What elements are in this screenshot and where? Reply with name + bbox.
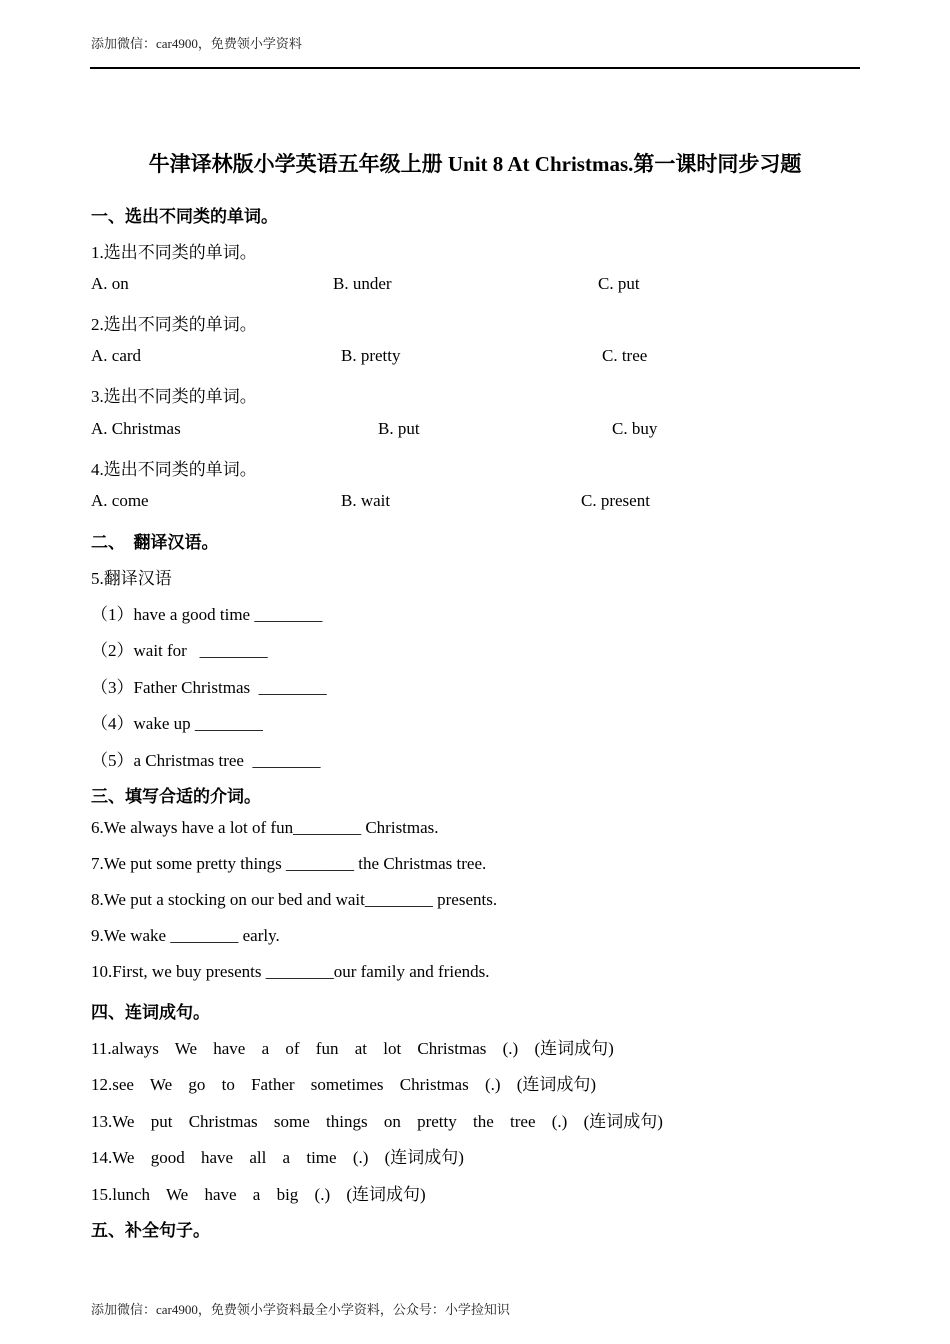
q1-option-c: C. put [598,274,640,293]
header-divider [90,67,860,69]
q3-option-b: B. put [378,419,420,438]
q3-option-a: A. Christmas [91,419,181,438]
q5-item-5: （5）a Christmas tree ________ [91,751,321,770]
section2-heading: 二、 翻译汉语。 [91,533,219,552]
q2-prompt: 2.选出不同类的单词。 [91,315,257,334]
section5-heading: 五、补全句子。 [91,1221,210,1240]
q1-option-a: A. on [91,274,129,293]
q15: 15.lunch We have a big (.) (连词成句) [91,1185,426,1204]
q13: 13.We put Christmas some things on pretty the tree (.) (连词成句) [91,1112,663,1131]
q7: 7.We put some pretty things ________ the Christmas tree. [91,854,487,873]
q5-item-4: （4）wake up ________ [91,714,263,733]
header-note: 添加微信：car4900，免费领小学资料 [91,36,302,51]
q4-prompt: 4.选出不同类的单词。 [91,460,257,479]
q4-option-c: C. present [581,491,650,510]
section1-heading: 一、选出不同类的单词。 [91,207,278,226]
q5-item-3: （3）Father Christmas ________ [91,678,327,697]
q1-prompt: 1.选出不同类的单词。 [91,243,257,262]
q14: 14.We good have all a time (.) (连词成句) [91,1148,464,1167]
section4-heading: 四、连词成句。 [91,1003,210,1022]
q5-item-1: （1）have a good time ________ [91,605,323,624]
footer-note: 添加微信：car4900，免费领小学资料最全小学资料，公众号：小学捡知识 [91,1302,510,1317]
q8: 8.We put a stocking on our bed and wait________ presents. [91,890,498,909]
q6: 6.We always have a lot of fun________ Christmas. [91,818,439,837]
q10: 10.First, we buy presents ________our family and friends. [91,962,490,981]
q3-option-c: C. buy [612,419,658,438]
q5-item-2: （2）wait for ________ [91,641,268,660]
page-title: 牛津译林版小学英语五年级上册 Unit 8 At Christmas.第一课时同步习题 [148,152,802,176]
q4-option-a: A. come [91,491,149,510]
section3-heading: 三、填写合适的介词。 [91,787,261,806]
q11: 11.always We have a of fun at lot Christmas (.) (连词成句) [91,1039,614,1058]
q1-option-b: B. under [333,274,392,293]
q5-prompt: 5.翻译汉语 [91,569,172,588]
q3-prompt: 3.选出不同类的单词。 [91,387,257,406]
q2-option-a: A. card [91,346,142,365]
q2-option-b: B. pretty [341,346,401,365]
q9: 9.We wake ________ early. [91,926,280,945]
q4-option-b: B. wait [341,491,391,510]
q2-option-c: C. tree [602,346,648,365]
q12: 12.see We go to Father sometimes Christmas (.) (连词成句) [91,1075,597,1094]
